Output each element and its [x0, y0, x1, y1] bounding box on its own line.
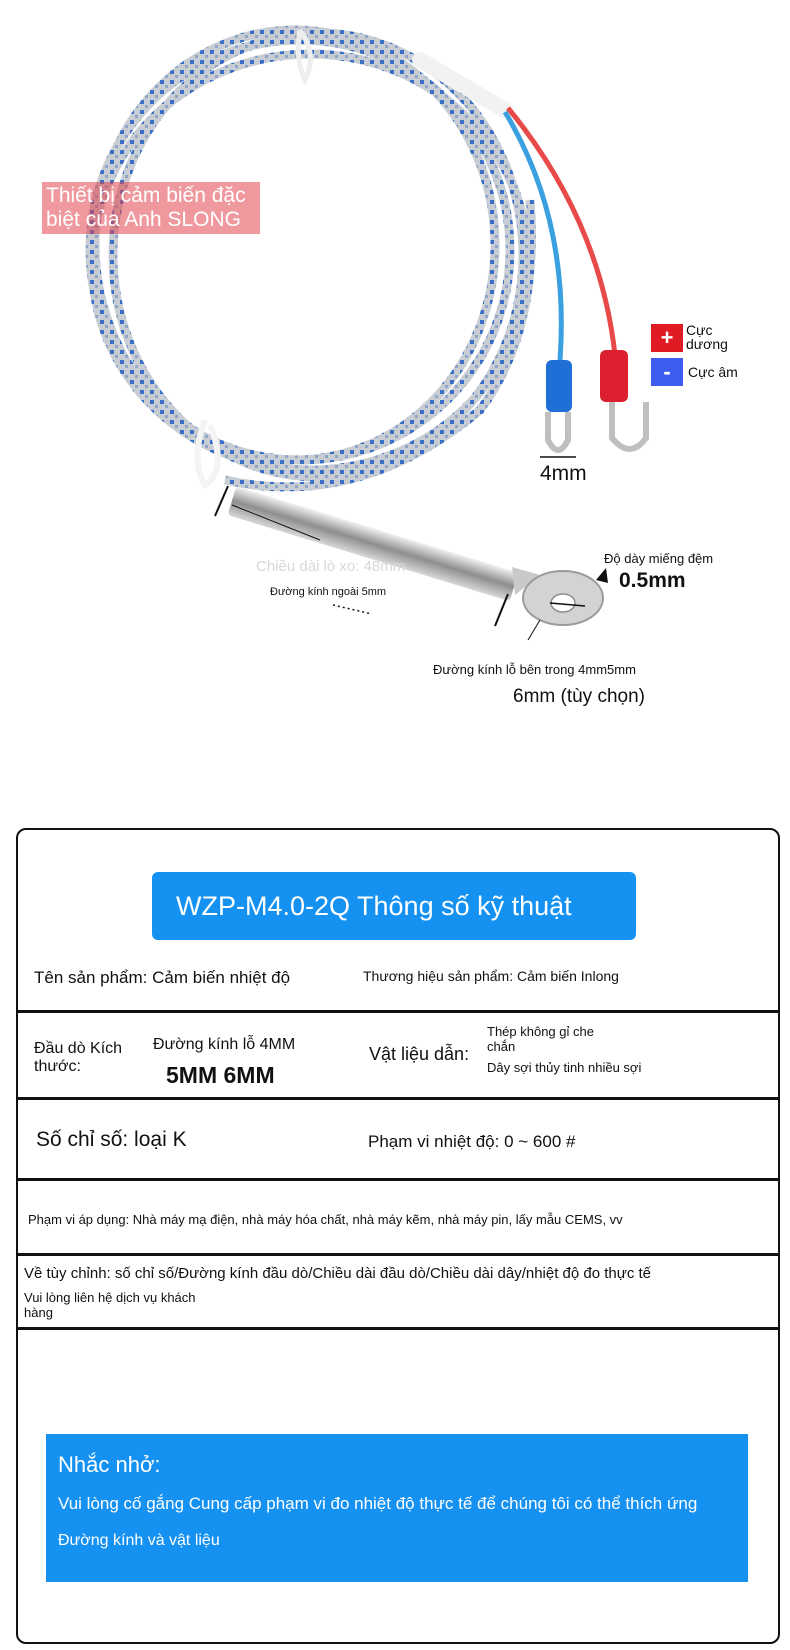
temperature-range: Phạm vi nhiệt độ: 0 ~ 600 #: [368, 1132, 576, 1151]
washer-thickness-label: Độ dày miếng đệm: [604, 551, 714, 566]
application-scope: Phạm vi áp dụng: Nhà máy mạ điện, nhà máy hóa chất, nhà máy kẽm, nhà máy pin, lấy mẫu CEMS, vv: [28, 1212, 623, 1227]
index-type: Số chỉ số: loại K: [36, 1128, 187, 1151]
conductor-label: Vật liệu dẫn:: [369, 1044, 470, 1064]
customization: Về tùy chỉnh: số chỉ số/Đường kính đầu dò/Chiều dài đầu dò/Chiều dài dây/nhiệt độ đo thực tế: [24, 1265, 651, 1282]
lug-gap-label: 4mm: [540, 462, 587, 485]
spec-card: [16, 828, 780, 1644]
row-divider: [18, 1097, 778, 1100]
washer-thickness-value: 0.5mm: [619, 569, 686, 592]
positive-pole-badge: +: [651, 324, 683, 352]
brand: Thương hiệu sản phẩm: Cảm biến Inlong: [363, 968, 619, 984]
reminder-box: [46, 1434, 748, 1582]
hole-options-label: 6mm (tùy chọn): [513, 686, 645, 707]
hole-diameter-label: Đường kính lỗ bên trong 4mm5mm: [433, 662, 636, 677]
reminder-title: Nhắc nhở:: [58, 1452, 161, 1477]
row-divider: [18, 1327, 778, 1330]
negative-pole-badge: -: [651, 358, 683, 386]
positive-pole-label: Cực dương: [686, 322, 728, 352]
row-divider: [18, 1010, 778, 1013]
contact-service: Vui lòng liên hệ dịch vụ khách hàng: [24, 1290, 196, 1320]
conductor-line2: Dây sợi thủy tinh nhiều sợi: [487, 1060, 642, 1075]
product-name: Tên sản phẩm: Cảm biến nhiệt độ: [34, 968, 291, 987]
conductor-line1: Thép không gỉ che chắn: [487, 1024, 594, 1054]
reminder-line2: Đường kính và vật liệu: [58, 1532, 220, 1549]
row-divider: [18, 1253, 778, 1256]
watermark: Thiết bị cảm biến đặc biệt của Anh SLONG: [42, 182, 260, 234]
outer-diameter-label: Đường kính ngoài 5mm: [270, 586, 387, 598]
spring-length-label: Chiều dài lò xo: 48mm: [256, 558, 406, 575]
negative-pole-label: Cực âm: [688, 364, 738, 380]
probe-size-line1: Đường kính lỗ 4MM: [153, 1036, 296, 1053]
spring-probe: [228, 486, 519, 601]
probe-size-line2: 5MM 6MM: [166, 1062, 275, 1088]
braided-cable: [90, 30, 531, 487]
reminder-line1: Vui lòng cố gắng Cung cấp phạm vi đo nhiệt độ thực tế để chúng tôi có thể thích ứng: [58, 1494, 698, 1513]
probe-size-label: Đầu dò Kích thước:: [34, 1040, 123, 1075]
row-divider: [18, 1178, 778, 1181]
spec-title: WZP-M4.0-2Q Thông số kỹ thuật: [152, 872, 636, 940]
thermocouple-illustration: [0, 0, 790, 790]
product-image: [0, 0, 790, 790]
